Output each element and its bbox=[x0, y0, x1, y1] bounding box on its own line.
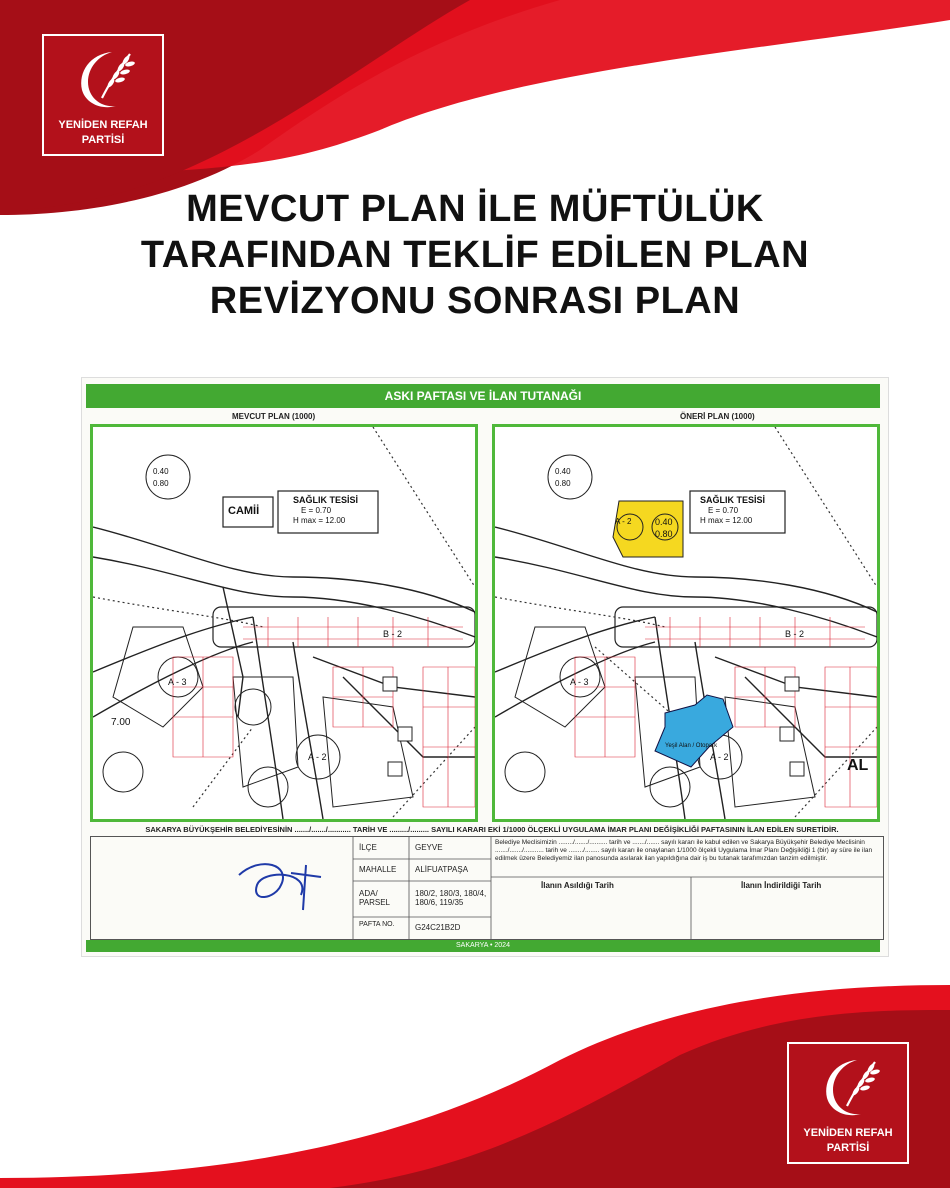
pafta-value: G24C21B2D bbox=[415, 923, 461, 932]
crescent-wheat-icon bbox=[817, 1054, 883, 1120]
proposed-plan-map bbox=[492, 424, 880, 822]
notice-text: Belediye Meclisimizin ......../......./.......... tarih ve ......./....... sayılı kararı ile kabul edilen ve Sakarya Büyükşehir Belediye Meclisinin ......./......./........... tarih ve ......../........ sayılı kararı ile onaylanan 1/1000 ölçekli Uygulama İmar Planı Değişikliği 1 (bir) ay süre ile ilan edilmek üzere Belediyemiz ilan panosunda asılarak ilan yapıldığına dair iş bu tutanak tarafımızdan tanzim edilmiştir. bbox=[495, 839, 873, 862]
camii-label: CAMİİ bbox=[228, 505, 260, 517]
blue-area-label: Yeşil Alan / Otopark bbox=[665, 743, 718, 749]
document-banner: ASKI PAFTASI VE İLAN TUTANAĞI bbox=[86, 384, 880, 408]
saglik-label: SAĞLIK TESİSİ bbox=[293, 495, 359, 505]
logo-name bbox=[789, 1126, 907, 1156]
declaration-text: SAKARYA BÜYÜKŞEHİR BELEDİYESİNİN ......./......./........... TARİH VE ........./......... SAYILI KARARI EKİ 1/1000 ÖLÇEKLİ UYGULAMA İMAR PLANI DEĞİŞİKLİĞİ PAFTASININ İLAN EDİLEN SURETİDİR. bbox=[145, 825, 839, 834]
logo-name-line2: PARTİSİ bbox=[81, 134, 125, 146]
zone-a3: A - 3 bbox=[168, 677, 187, 687]
e-value: E = 0.70 bbox=[301, 506, 332, 515]
page-title bbox=[90, 186, 860, 324]
density-top: 0.40 bbox=[555, 467, 571, 476]
logo-name-line1: YENİDEN REFAH bbox=[58, 119, 148, 131]
right-plan-label: ÖNERİ PLAN (1000) bbox=[680, 412, 755, 421]
info-table bbox=[90, 836, 884, 940]
e-value: E = 0.70 bbox=[708, 506, 739, 515]
h-value: H max = 12.00 bbox=[293, 516, 346, 525]
title-line-3: REVİZYONU SONRASI PLAN bbox=[209, 280, 741, 322]
ilce-value: GEYVE bbox=[415, 843, 443, 852]
ilce-label: İLÇE bbox=[359, 843, 377, 852]
current-plan-drawing bbox=[93, 427, 475, 819]
left-plan-label: MEVCUT PLAN (1000) bbox=[232, 412, 316, 421]
title-line-2: TARAFINDAN TEKLİF EDİLEN PLAN bbox=[140, 234, 810, 276]
document-footer: SAKARYA • 2024 bbox=[86, 940, 880, 952]
logo-name bbox=[44, 118, 162, 148]
level-7: 7.00 bbox=[111, 717, 131, 728]
zone-a2: A - 2 bbox=[710, 752, 729, 762]
logo-name-line2: PARTİSİ bbox=[826, 1142, 870, 1154]
saglik-label: SAĞLIK TESİSİ bbox=[700, 495, 766, 505]
density-top: 0.40 bbox=[153, 467, 169, 476]
density-bottom: 0.80 bbox=[555, 479, 571, 488]
crescent-wheat-icon bbox=[72, 46, 138, 112]
zone-a3: A - 3 bbox=[570, 677, 589, 687]
mahalle-label: MAHALLE bbox=[359, 865, 397, 874]
density-bottom: 0.80 bbox=[153, 479, 169, 488]
proposed-plan-drawing bbox=[495, 427, 877, 819]
party-logo bbox=[42, 34, 164, 156]
zone-a2: A - 2 bbox=[308, 752, 327, 762]
title-line-1: MEVCUT PLAN İLE MÜFTÜLÜK bbox=[186, 188, 764, 230]
h-value: H max = 12.00 bbox=[700, 516, 753, 525]
al-label: AL bbox=[847, 757, 869, 774]
party-logo-bottom bbox=[787, 1042, 909, 1164]
signature-stamp bbox=[231, 855, 351, 915]
posted-date-label: İlanın Asıldığı Tarih bbox=[541, 881, 614, 890]
zone-b2: B - 2 bbox=[785, 629, 805, 639]
zone-b2: B - 2 bbox=[383, 629, 403, 639]
mahalle-value: ALİFUATPAŞA bbox=[415, 865, 469, 874]
scanned-plan-document bbox=[82, 378, 888, 956]
yellow-density-bottom: 0.80 bbox=[655, 529, 673, 539]
yellow-zone-a2: A - 2 bbox=[615, 517, 632, 526]
logo-name-line1: YENİDEN REFAH bbox=[803, 1127, 893, 1139]
removed-date-label: İlanın İndirildiği Tarih bbox=[741, 881, 822, 890]
ada-label: ADA/ PARSEL bbox=[359, 889, 390, 907]
ada-value: 180/2, 180/3, 180/4, 180/6, 119/35 bbox=[415, 889, 487, 907]
yellow-density-top: 0.40 bbox=[655, 517, 673, 527]
current-plan-map bbox=[90, 424, 478, 822]
pafta-label: PAFTA NO. bbox=[359, 921, 395, 928]
